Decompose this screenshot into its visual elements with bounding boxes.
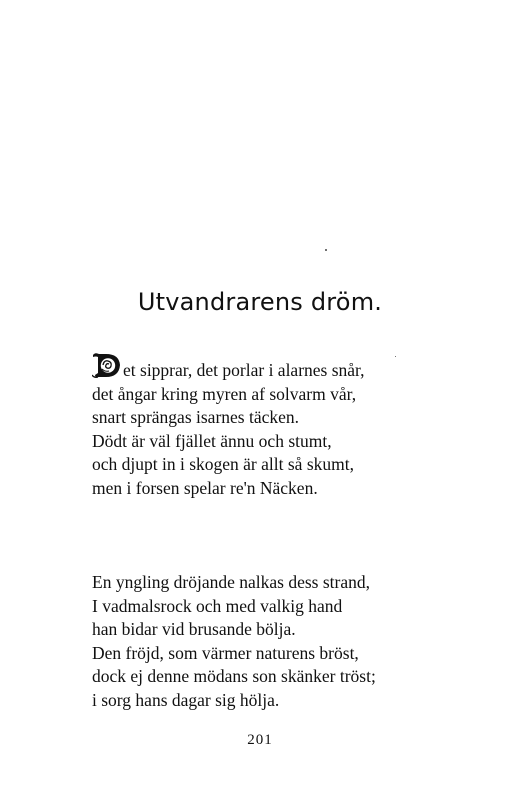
- poem-line: Dödt är väl fjället ännu och stumt,: [92, 430, 332, 451]
- ink-speck: [325, 249, 327, 251]
- stanza-1: [92, 355, 365, 500]
- poem-title: Utvandrarens dröm.: [137, 288, 383, 316]
- decorated-initial-d: [92, 355, 122, 379]
- ink-speck: [395, 356, 396, 357]
- poem-line-text: et sipprar, det porlar i alarnes snår,: [123, 360, 365, 380]
- poem-line: snart sprängas isarnes täcken.: [92, 407, 300, 427]
- poem-line: och djupt in i skogen är allt så skumt,: [92, 454, 354, 474]
- poem-line: En yngling dröjande nalkas dess strand,: [92, 572, 371, 592]
- poem-line: han bidar vid brusande bölja.: [92, 619, 296, 639]
- poem-line: [92, 355, 365, 383]
- stanza-2: [92, 571, 376, 712]
- poem-line: det ångar kring myren af solvarm vår,: [92, 383, 357, 404]
- poem-line: i sorg hans dagar sig hölja.: [92, 689, 280, 710]
- poem-line: Den fröjd, som värmer naturens bröst,: [92, 642, 359, 663]
- page-number: 201: [247, 732, 273, 748]
- poem-line: men i forsen spelar re'n Näcken.: [92, 477, 318, 498]
- poem-line: dock ej denne mödans son skänker tröst;: [92, 666, 376, 686]
- decorated-initial-icon: [92, 351, 122, 379]
- poem-line: I vadmalsrock och med valkig hand: [92, 595, 343, 616]
